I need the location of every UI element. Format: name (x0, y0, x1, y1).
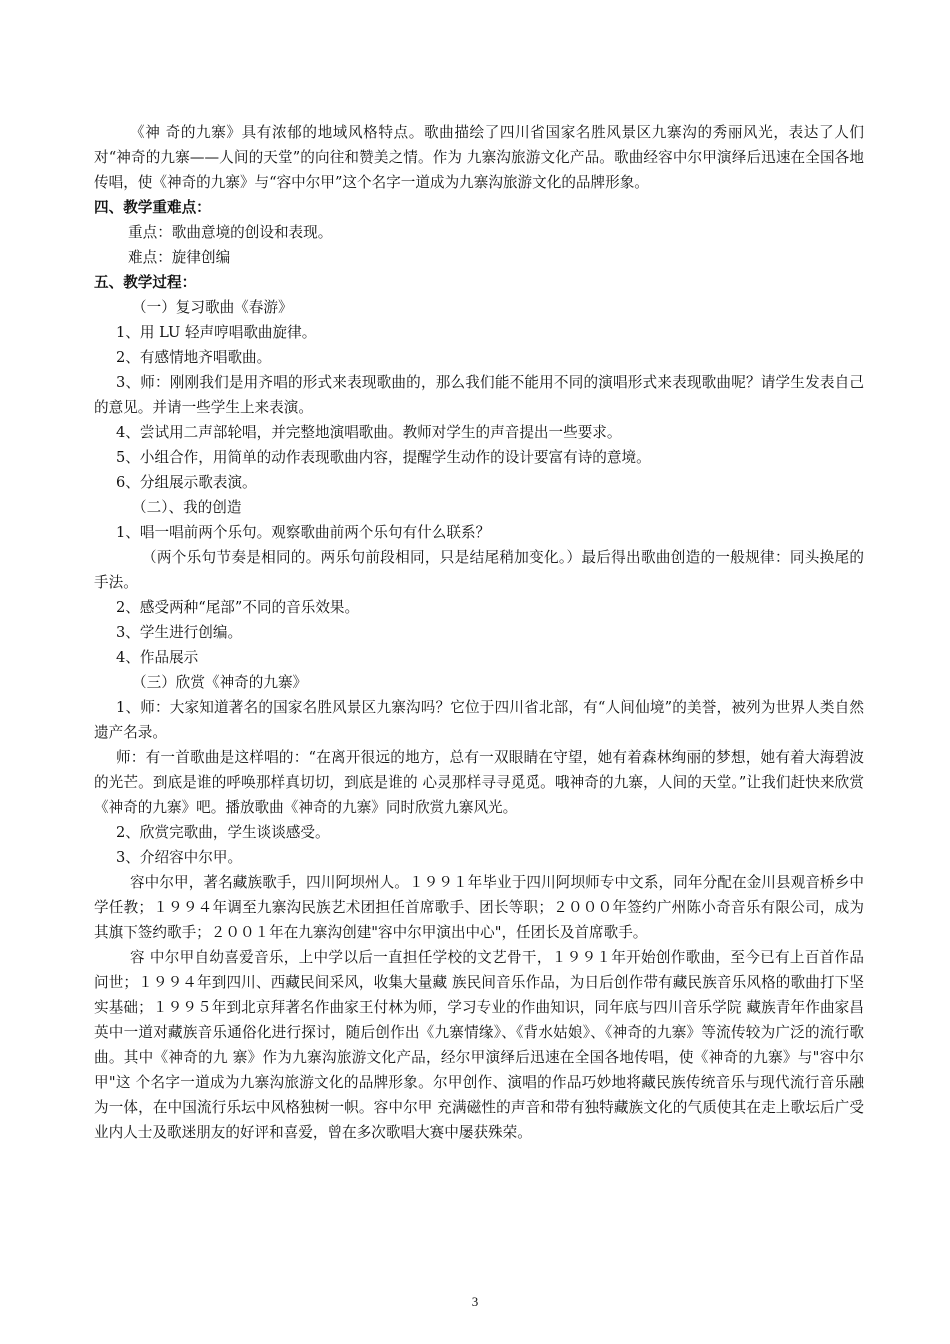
part1-item: 4、尝试用二声部轮唱，并完整地演唱歌曲。教师对学生的声音提出一些要求。 (116, 424, 622, 441)
part1-item: 1、用 LU 轻声哼唱歌曲旋律。 (116, 324, 317, 341)
teacher-quote: 师：有一首歌曲是这样唱的：“在离开很远的地方，总有一双眼睛在守望，她有着森林绚丽的梦想，她有着大海碧波的光芒。到底是谁的呼唤那样真切切，到底是谁的 心灵那样寻寻觅觅。哦神奇的九寨，人间的天堂。”让我们赶快来欣赏《神奇的九寨》吧。播放歌曲《神奇的九寨》同时欣赏九寨风光。 (94, 749, 864, 816)
biography-paragraph: 容中尔甲，著名藏族歌手，四川阿坝州人。１９９１年毕业于四川阿坝师专中文系，同年分配在金川县观音桥乡中学任教；１９９４年调至九寨沟民族艺术团担任首席歌手、团长等职；２０００年签约广州陈小奇音乐有限公司，成为其旗下签约歌手；２００１年在九寨沟创建"容中尔甲演出中心"，任团长及首席歌手。 (94, 874, 864, 941)
part2-item: 4、作品展示 (116, 649, 199, 666)
section4-heading: 四、教学重难点： (94, 199, 211, 216)
part2-item: 2、感受两种“尾部”不同的音乐效果。 (116, 599, 360, 616)
section5-heading: 五、教学过程： (94, 274, 197, 291)
document-body (94, 120, 864, 1145)
part3-item: 2、欣赏完歌曲，学生谈谈感受。 (116, 824, 330, 841)
part1-item: 2、有感情地齐唱歌曲。 (116, 349, 272, 366)
page-number: 3 (471, 1294, 479, 1309)
part1-title: （一）复习歌曲《春游》 (132, 299, 293, 316)
key-point: 重点：歌曲意境的创设和表现。 (128, 224, 333, 241)
part1-item: 3、师：刚刚我们是用齐唱的形式来表现歌曲的，那么我们能不能用不同的演唱形式来表现歌曲呢？请学生发表自己的意见。并请一些学生上来表演。 (94, 374, 864, 416)
part2-title: （二）、我的创造 (132, 499, 242, 516)
part1-item: 5、小组合作，用简单的动作表现歌曲内容，提醒学生动作的设计要富有诗的意境。 (116, 449, 651, 466)
part1-item: 6、分组展示歌表演。 (116, 474, 257, 491)
part2-note: （两个乐句节奏是相同的。两乐句前段相同，只是结尾稍加变化。）最后得出歌曲创造的一般规律：同头换尾的手法。 (94, 549, 864, 591)
biography-paragraph: 容 中尔甲自幼喜爱音乐，上中学以后一直担任学校的文艺骨干，１９９１年开始创作歌曲，至今已有上百首作品问世；１９９４年到四川、西藏民间采风，收集大量藏 族民间音乐作品，为日后创作带有藏民族音乐风格的歌曲打下坚实基础；１９９５年到北京拜著名作曲家王付林为师，学习专业的作曲知识，同年底与四川音乐学院 藏族青年作曲家昌英中一道对藏族音乐通俗化进行探讨，随后创作出《九寨情缘》、《背水姑娘》、《神奇的九寨》等流传较为广泛的流行歌曲。其中《神奇的九 寨》作为九寨沟旅游文化产品，经尔甲演绎后迅速在全国各地传唱，使《神奇的九寨》与"容中尔甲"这 个名字一道成为九寨沟旅游文化的品牌形象。尔甲创作、演唱的作品巧妙地将藏民族传统音乐与现代流行音乐融为一体，在中国流行乐坛中风格独树一帜。容中尔甲 充满磁性的声音和带有独特藏族文化的气质使其在走上歌坛后广受业内人士及歌迷朋友的好评和喜爱，曾在多次歌唱大赛中屡获殊荣。 (94, 949, 864, 1141)
difficulty: 难点：旋律创编 (128, 249, 231, 266)
intro-paragraph: 《神 奇的九寨》具有浓郁的地域风格特点。歌曲描绘了四川省国家名胜风景区九寨沟的秀丽风光，表达了人们对“神奇的九寨——人间的天堂”的向往和赞美之情。作为 九寨沟旅游文化产品。歌曲经容中尔甲演绎后迅速在全国各地传唱，使《神奇的九寨》与“容中尔甲”这个名字一道成为九寨沟旅游文化的品牌形象。 (94, 124, 864, 191)
part3-title: （三）欣赏《神奇的九寨》 (132, 674, 308, 691)
part2-item: 1、唱一唱前两个乐句。观察歌曲前两个乐句有什么联系？ (116, 524, 491, 541)
part3-item: 3、介绍容中尔甲。 (116, 849, 243, 866)
part2-item: 3、学生进行创编。 (116, 624, 243, 641)
part3-item: 1、师：大家知道著名的国家名胜风景区九寨沟吗？它位于四川省北部，有“人间仙境”的美誉，被列为世界人类自然遗产名录。 (94, 699, 864, 741)
